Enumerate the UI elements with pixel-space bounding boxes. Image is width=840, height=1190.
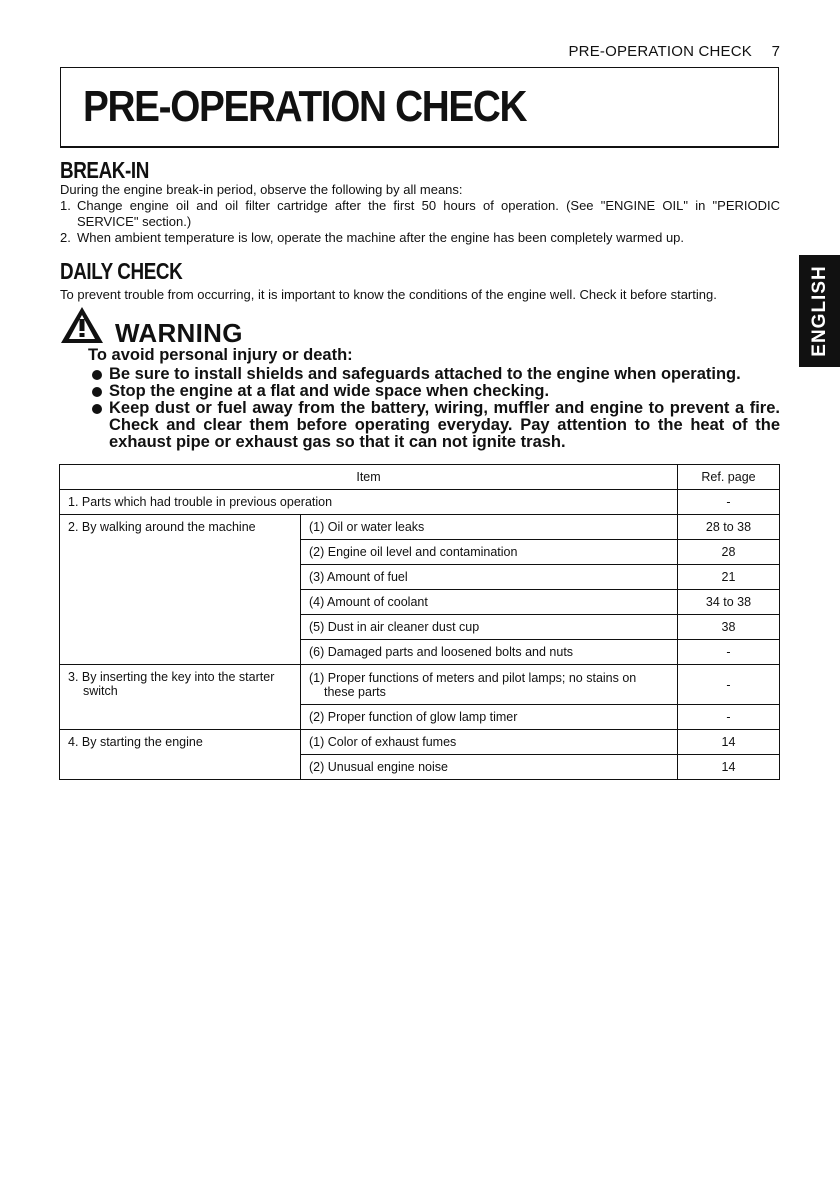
ref-page-column-header: Ref. page xyxy=(678,465,780,490)
table-cell-ref: - xyxy=(678,705,780,730)
language-tab-label: ENGLISH xyxy=(808,265,830,357)
break-in-list xyxy=(60,198,780,246)
warning-title: WARNING xyxy=(115,318,243,348)
daily-check-table xyxy=(59,464,780,780)
table-cell-item: (2) Unusual engine noise xyxy=(301,755,678,780)
table-cell-ref: - xyxy=(678,665,780,705)
break-in-intro: During the engine break-in period, observe the following by all means: xyxy=(60,182,463,197)
list-item xyxy=(60,230,780,246)
title-box xyxy=(60,67,779,148)
table-cell-ref: - xyxy=(678,640,780,665)
table-group-label xyxy=(60,665,301,730)
table-cell-item: (4) Amount of coolant xyxy=(301,590,678,615)
bullet-icon xyxy=(90,383,109,400)
item-column-header: Item xyxy=(60,465,678,490)
table-cell-ref: - xyxy=(678,490,780,515)
table-cell-item: (1) Oil or water leaks xyxy=(301,515,678,540)
language-tab xyxy=(799,255,840,367)
bullet-icon xyxy=(90,400,109,451)
table-cell-ref: 38 xyxy=(678,615,780,640)
table-cell-item: (2) Engine oil level and contamination xyxy=(301,540,678,565)
list-text: Change engine oil and oil filter cartridge after the first 50 hours of operation. (See "ENGINE OIL" in "PERIODIC SERVICE" section.) xyxy=(77,198,780,229)
table-cell-item: (1) Color of exhaust fumes xyxy=(301,730,678,755)
table-cell-ref: 28 xyxy=(678,540,780,565)
table-row xyxy=(60,515,780,540)
list-text: When ambient temperature is low, operate the machine after the engine has been completely warmed up. xyxy=(77,230,685,245)
table-group-label-text: 3. By inserting the key into the starter switch xyxy=(68,670,275,698)
table-group-label: 4. By starting the engine xyxy=(60,730,301,780)
warning-text: Stop the engine at a flat and wide space when checking. xyxy=(109,382,550,400)
table-row xyxy=(60,665,780,705)
warning-triangle-icon xyxy=(60,305,104,345)
table-cell-item xyxy=(301,665,678,705)
table-cell-ref: 34 to 38 xyxy=(678,590,780,615)
warning-item xyxy=(90,366,780,383)
warning-text: Keep dust or fuel away from the battery, wiring, muffler and engine to prevent a fire. Check and clear them before operating everyday. Pay attention to the heat of the exhaust pipe or exhaust gas so that it can not ignite trash. xyxy=(109,399,780,451)
warning-item xyxy=(90,383,780,400)
table-cell-item: (5) Dust in air cleaner dust cup xyxy=(301,615,678,640)
list-number: 1. xyxy=(60,198,71,213)
break-in-heading: BREAK-IN xyxy=(60,157,149,183)
table-cell-item: (6) Damaged parts and loosened bolts and nuts xyxy=(301,640,678,665)
warning-list xyxy=(90,366,780,451)
warning-intro: To avoid personal injury or death: xyxy=(88,346,353,364)
table-cell-item: (3) Amount of fuel xyxy=(301,565,678,590)
page-title: PRE-OPERATION CHECK xyxy=(83,82,527,131)
warning-text: Be sure to install shields and safeguards attached to the engine when operating. xyxy=(109,365,741,383)
table-row xyxy=(60,490,780,515)
table-group-label: 2. By walking around the machine xyxy=(60,515,301,665)
table-cell-ref: 14 xyxy=(678,755,780,780)
daily-check-intro: To prevent trouble from occurring, it is important to know the conditions of the engine well. Check it before starting. xyxy=(60,287,717,302)
table-cell-item: (2) Proper function of glow lamp timer xyxy=(301,705,678,730)
page-number: 7 xyxy=(771,43,780,60)
running-header-title: PRE-OPERATION CHECK xyxy=(568,43,752,60)
warning-item xyxy=(90,400,780,451)
table-row xyxy=(60,730,780,755)
list-number: 2. xyxy=(60,230,71,245)
table-cell-item: 1. Parts which had trouble in previous operation xyxy=(60,490,678,515)
table-cell-ref: 14 xyxy=(678,730,780,755)
list-item xyxy=(60,198,780,230)
table-cell-ref: 21 xyxy=(678,565,780,590)
bullet-icon xyxy=(90,366,109,383)
table-cell-item-text: (1) Proper functions of meters and pilot lamps; no stains on these parts xyxy=(309,670,637,699)
table-cell-ref: 28 to 38 xyxy=(678,515,780,540)
daily-check-heading: DAILY CHECK xyxy=(60,258,183,284)
table-header-row xyxy=(60,465,780,490)
